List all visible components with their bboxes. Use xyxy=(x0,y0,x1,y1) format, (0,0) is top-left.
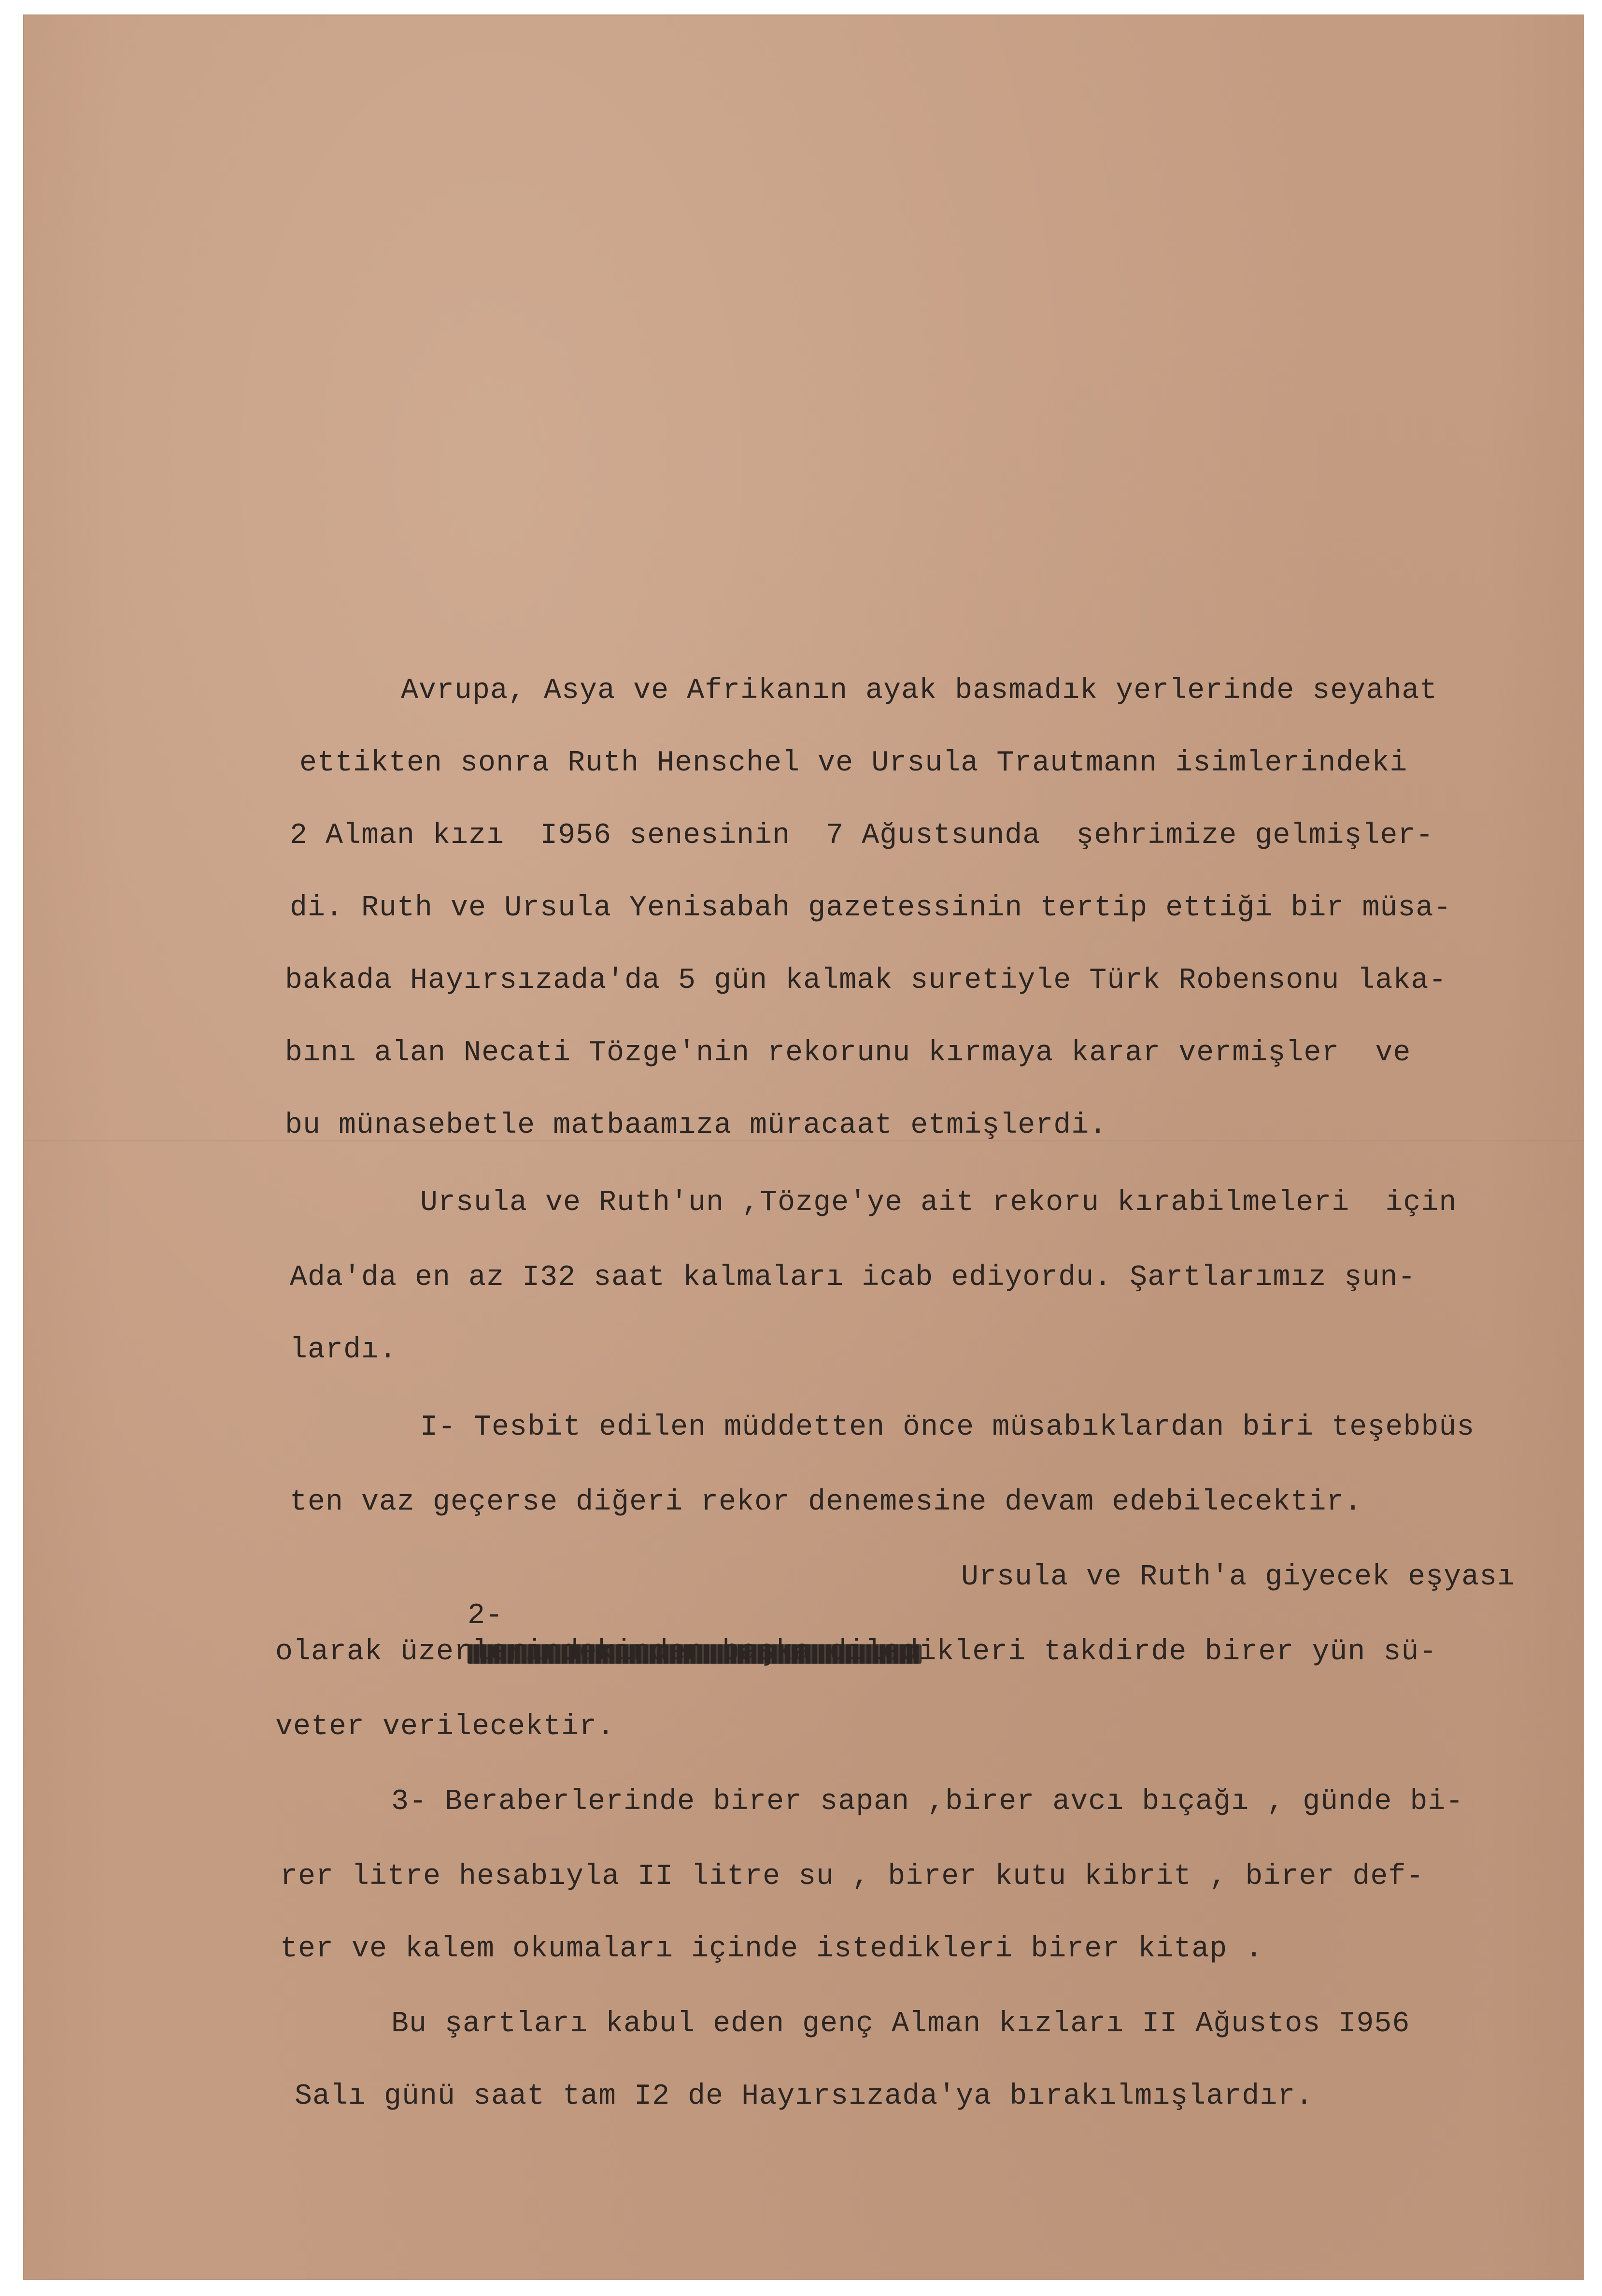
text-line: Bu şartları kabul eden genç Alman kızları II Ağustos I956 xyxy=(391,2008,1410,2040)
text-line: bu münasebetle matbaamıza müracaat etmişlerdi. xyxy=(285,1109,1107,1142)
text-line: di. Ruth ve Ursula Yenisabah gazetessinin tertip ettiği bir müsa- xyxy=(290,892,1452,925)
text-line: Salı günü saat tam I2 de Hayırsızada'ya bırakılmışlardır. xyxy=(295,2080,1314,2113)
text-line: ter ve kalem okumaları içinde istedikleri birer kitap . xyxy=(280,1933,1263,1966)
text-line: I- Tesbit edilen müddetten önce müsabıklardan biri teşebbüs xyxy=(420,1411,1475,1444)
text-line: bakada Hayırsızada'da 5 gün kalmak suretiyle Türk Robensonu laka- xyxy=(285,964,1447,997)
text-line: lardı. xyxy=(290,1334,397,1367)
text-line: rer litre hesabıyla II litre su , birer kutu kibrit , birer def- xyxy=(280,1860,1424,1893)
text-line: olarak üzerlerindekinden başka diledikleri takdirde birer yün sü- xyxy=(275,1636,1437,1669)
text-line: ettikten sonra Ruth Henschel ve Ursula Trautmann isimlerindeki xyxy=(299,747,1408,780)
text-line: Ursula ve Ruth'un ,Tözge'ye ait rekoru kırabilmeleri için xyxy=(420,1186,1457,1219)
text-line: ten vaz geçerse diğeri rekor denemesine devam edebilecektir. xyxy=(290,1486,1362,1519)
item-number: 2- xyxy=(468,1599,504,1632)
text-line: 2 Alman kızı I956 senesinin 7 Ağustsunda şehrimize gelmişler- xyxy=(290,819,1434,852)
text-line xyxy=(396,1558,922,1632)
text-line: Ursula ve Ruth'a giyecek eşyası xyxy=(961,1561,1516,1594)
text-line: bını alan Necati Tözge'nin rekorunu kırmaya karar vermişler ve xyxy=(285,1037,1411,1070)
text-line: veter verilecektir. xyxy=(275,1711,615,1743)
text-line: Ada'da en az I32 saat kalmaları icab ediyordu. Şartlarımız şun- xyxy=(290,1261,1416,1294)
text-line: 3- Beraberlerinde birer sapan ,birer avcı bıçağı , günde bi- xyxy=(391,1785,1464,1818)
text-line: Avrupa, Asya ve Afrikanın ayak basmadık yerlerinde seyahat xyxy=(401,674,1438,707)
